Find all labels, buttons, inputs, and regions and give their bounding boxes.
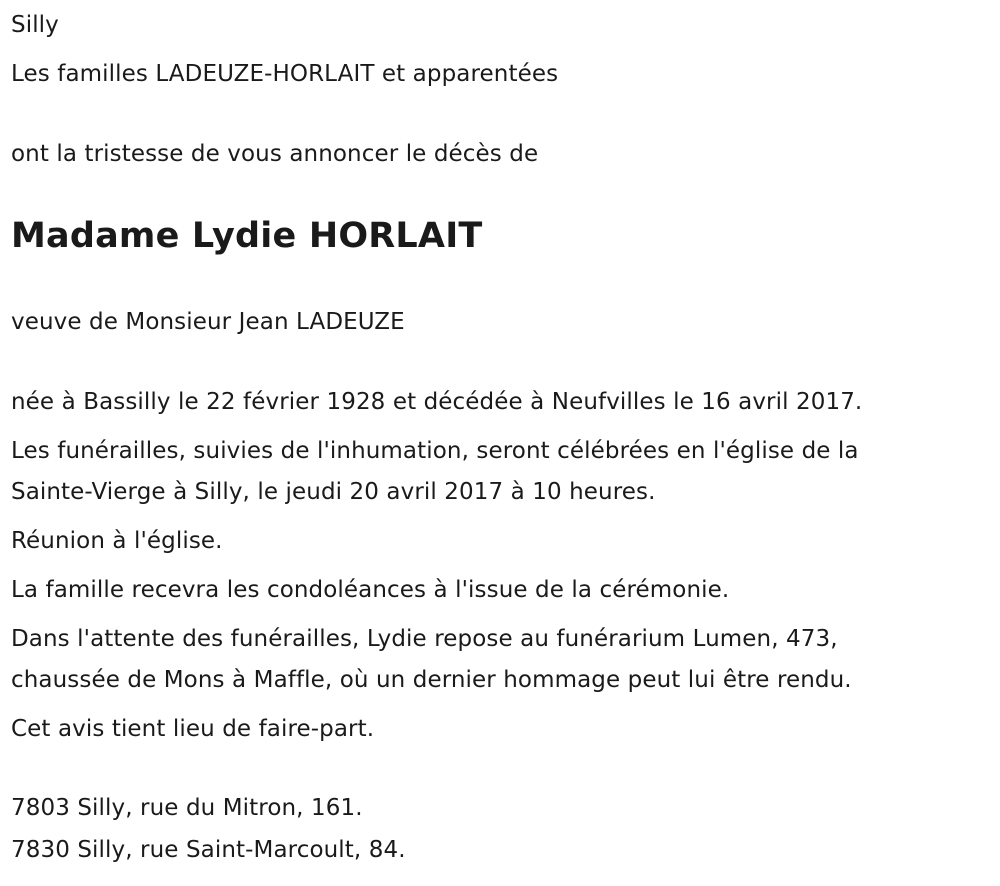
deceased-name: Madame Lydie HORLAIT <box>11 216 483 256</box>
repose-line-2: chaussée de Mons à Maffle, où un dernier hommage peut lui être rendu. <box>11 667 852 693</box>
location-line: Silly <box>11 12 59 38</box>
address-line: 7830 Silly, rue Saint-Marcoult, 84. <box>11 837 406 863</box>
spouse-line: veuve de Monsieur Jean LADEUZE <box>11 309 405 335</box>
announcement-line: ont la tristesse de vous annoncer le décès de <box>11 141 539 167</box>
repose-line-1: Dans l'attente des funérailles, Lydie repose au funérarium Lumen, 473, <box>11 626 838 652</box>
condolences-line: La famille recevra les condoléances à l'issue de la cérémonie. <box>11 577 730 603</box>
birth-death-line: née à Bassilly le 22 février 1928 et décédée à Neufvilles le 16 avril 2017. <box>11 389 863 415</box>
meeting-line: Réunion à l'église. <box>11 528 223 554</box>
funeral-line-1: Les funérailles, suivies de l'inhumation, seront célébrées en l'église de la <box>11 438 859 464</box>
funeral-line-2: Sainte-Vierge à Silly, le jeudi 20 avril 2017 à 10 heures. <box>11 479 656 505</box>
address-line: 7803 Silly, rue du Mitron, 161. <box>11 795 363 821</box>
notice-statement: Cet avis tient lieu de faire-part. <box>11 716 375 742</box>
families-line: Les familles LADEUZE-HORLAIT et apparentées <box>11 61 559 87</box>
